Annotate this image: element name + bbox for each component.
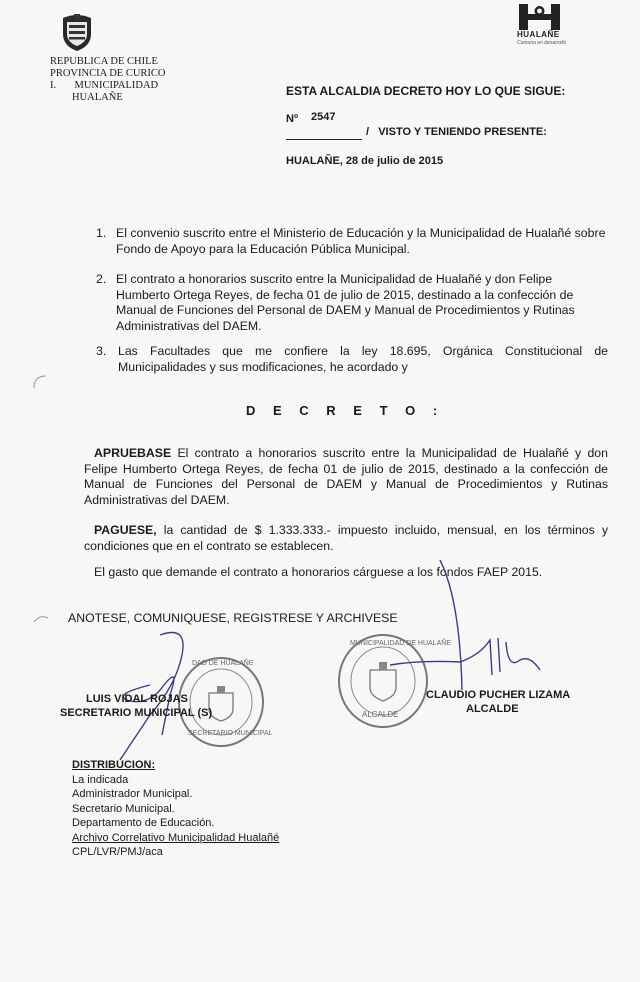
anotese-line: ANOTESE, COMUNIQUESE, REGISTRESE Y ARCHIVESE	[68, 611, 398, 625]
stamp-text: MUNICIPALIDAD DE HUALAÑE	[350, 640, 452, 647]
header-line: PROVINCIA DE CURICO	[50, 68, 166, 79]
consideration-item	[96, 226, 608, 257]
left-signer-name: LUIS VIDAL ROJAS	[86, 693, 188, 705]
consideration-item	[96, 344, 608, 375]
item-number: 1.	[96, 226, 107, 240]
apruebase-paragraph	[84, 446, 608, 508]
distribution-item: Departamento de Educación.	[72, 817, 215, 829]
apruebase-lead: APRUEBASE	[94, 446, 172, 460]
municipal-crest-logo	[60, 12, 94, 52]
paguese-paragraph	[84, 523, 608, 554]
paguese-text: la cantidad de $ 1.333.333.- impuesto incluido, mensual, en los términos y condiciones que en el contrato se establecen.	[84, 523, 608, 553]
distribution-block	[72, 758, 279, 860]
distribution-heading: DISTRIBUCION:	[72, 759, 156, 771]
number-underline	[286, 139, 362, 140]
decree-number: 2547	[311, 111, 336, 123]
distribution-item: Administrador Municipal.	[72, 788, 193, 800]
paguese-lead: PAGUESE,	[94, 523, 157, 537]
issuer-header	[50, 56, 166, 104]
decree-heading: ESTA ALCALDIA DECRETO HOY LO QUE SIGUE:	[286, 84, 566, 98]
apruebase-text: El contrato a honorarios suscrito entre la Municipalidad de Hualañé y don Felipe Humberto Ortega Reyes, de fecha 01 de julio de 2015, destinado a la confección de Manual de Funciones del Personal de DAEM y Manual de Procedimientos y Rutinas Administrativas del DAEM.	[84, 446, 608, 507]
item-number: 2.	[96, 272, 107, 286]
alcalde-signature	[380, 560, 550, 700]
logo-wordmark: HUALAÑE	[517, 30, 560, 39]
distribution-item: Archivo Correlativo Municipalidad Hualañé	[72, 831, 280, 844]
header-line: HUALAÑE	[72, 92, 123, 103]
place-date: HUALAÑE, 28 de julio de 2015	[286, 155, 444, 167]
decreto-title: D E C R E T O :	[246, 403, 445, 418]
visto-heading: / VISTO Y TENIENDO PRESENTE:	[366, 126, 547, 138]
distribution-item: La indicada	[72, 773, 129, 786]
margin-mark	[32, 612, 52, 626]
item-text: El convenio suscrito entre el Ministerio de Educación y la Municipalidad de Hualañé sobre Fondo de Apoyo para la Educación Pública Municipal.	[116, 226, 606, 256]
item-text: El contrato a honorarios suscrito entre la Municipalidad de Hualañé y don Felipe Humberto Ortega Reyes, de fecha 01 de julio de 2015, destinado a la confección de Manual de Funciones del Personal de DAEM y Manual de Procedimientos y Rutinas Administrativas del DAEM.	[116, 272, 575, 333]
margin-mark	[30, 372, 50, 392]
right-signer-title: ALCALDE	[466, 703, 519, 715]
distribution-item: CPL/LVR/PMJ/aca	[72, 846, 163, 858]
header-line: I. MUNICIPALIDAD	[50, 80, 159, 91]
stamp-text: ALCALDE	[362, 710, 399, 719]
header-line: REPUBLICA DE CHILE	[50, 56, 158, 67]
item-text: Las Facultades que me confiere la ley 18.695, Orgánica Constitucional de Municipalidades y sus modificaciones, he acordado y	[118, 344, 608, 374]
decree-number-label: Nº	[286, 113, 298, 125]
stamp-text: DAD DE HUALAÑE	[192, 660, 254, 667]
logo-tagline: Comuna en desarrollo	[517, 40, 567, 46]
stamp-text: SECRETARIO MUNICIPAL	[188, 730, 273, 737]
consideration-item	[96, 272, 608, 334]
gasto-paragraph: El gasto que demande el contrato a honorarios cárguese a los fondos FAEP 2015.	[94, 565, 543, 579]
left-signer-title: SECRETARIO MUNICIPAL (S)	[60, 707, 213, 719]
distribution-item: Secretario Municipal.	[72, 802, 175, 815]
right-signer-name: CLAUDIO PUCHER LIZAMA	[426, 689, 571, 701]
item-number: 3.	[96, 344, 107, 358]
